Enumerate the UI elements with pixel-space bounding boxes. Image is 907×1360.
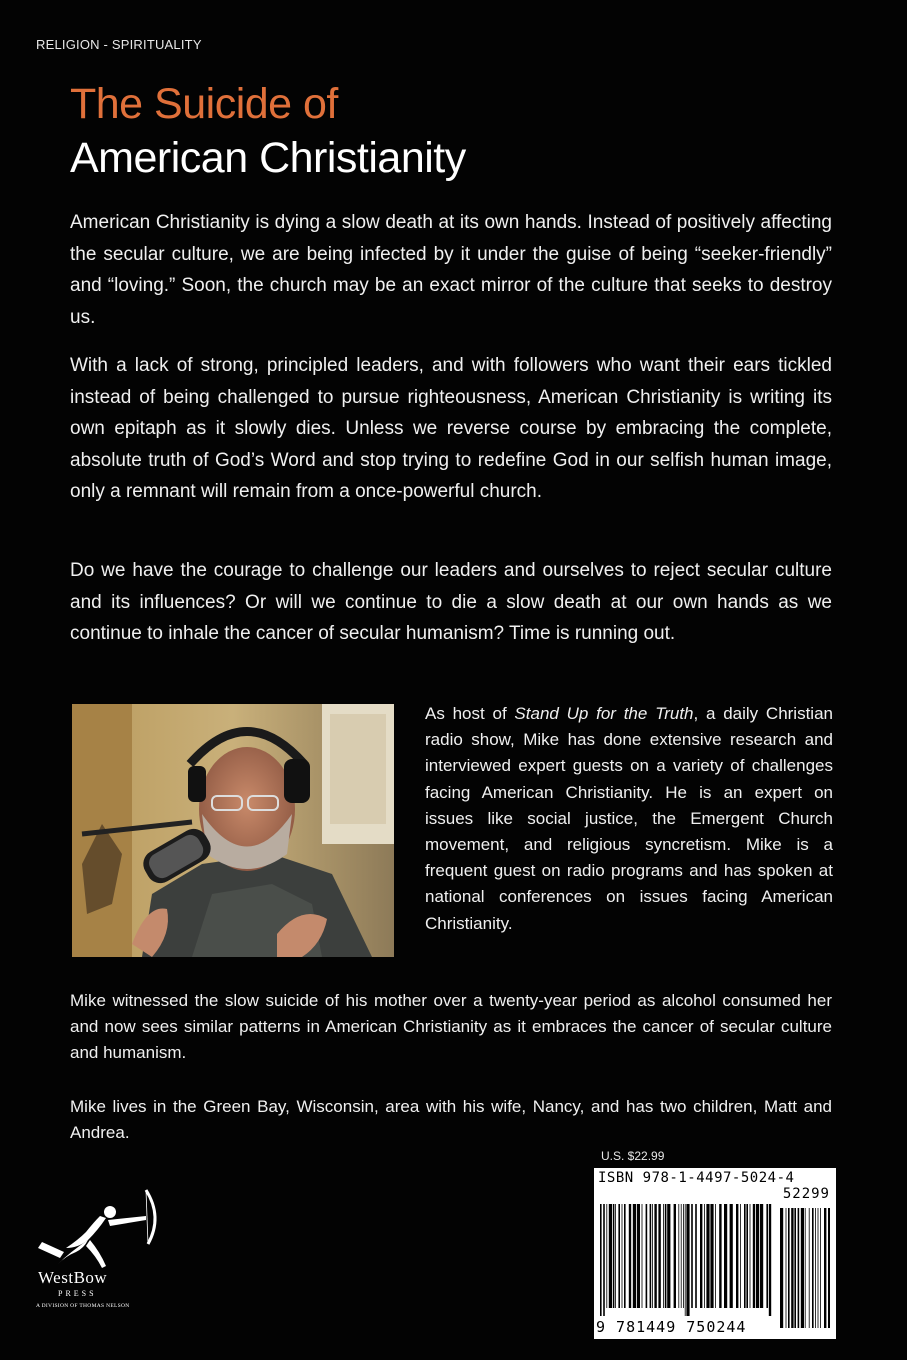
barcode-bar <box>622 1204 623 1308</box>
barcode-bar <box>736 1204 738 1308</box>
barcode-bar <box>609 1204 612 1308</box>
barcode-bar <box>642 1204 643 1308</box>
barcode-bar <box>674 1204 676 1308</box>
barcode-bar <box>730 1204 733 1308</box>
author-photo <box>72 704 394 957</box>
title-line-2: American Christianity <box>70 134 466 182</box>
barcode-bar <box>706 1204 709 1308</box>
title-line-1: The Suicide of <box>70 80 338 128</box>
barcode-bar <box>820 1208 821 1328</box>
barcode-bar <box>788 1208 790 1328</box>
barcode-bar <box>815 1208 816 1328</box>
barcode-bar <box>618 1204 620 1308</box>
barcode-bar <box>824 1208 826 1328</box>
barcode-bar <box>650 1204 652 1308</box>
barcode-addon-number: 52299 <box>782 1186 830 1202</box>
barcode-bar <box>633 1204 636 1308</box>
barcode-bar <box>613 1204 615 1308</box>
barcode-bar <box>798 1208 800 1328</box>
price-label: U.S. $22.99 <box>601 1149 665 1163</box>
barcode-bar <box>700 1204 702 1308</box>
barcode-bar <box>794 1208 796 1328</box>
barcode-bar <box>766 1204 768 1308</box>
barcode-bar <box>678 1204 679 1308</box>
barcode-bar <box>665 1204 667 1308</box>
barcode-bar <box>746 1204 748 1308</box>
author-bio <box>425 701 833 937</box>
barcode-bar <box>812 1208 814 1328</box>
barcode-bar <box>760 1204 763 1308</box>
isbn-text: ISBN 978-1-4497-5024-4 <box>598 1170 795 1186</box>
barcode-bar <box>805 1208 806 1328</box>
publisher-name: WestBow <box>38 1268 108 1287</box>
barcode-bar <box>624 1204 626 1308</box>
barcode-bar <box>683 1204 684 1308</box>
show-title: Stand Up for the Truth <box>514 704 694 723</box>
barcode-bar <box>600 1204 602 1316</box>
barcode-bar <box>654 1204 656 1308</box>
publisher-press: PRESS <box>58 1289 97 1298</box>
barcode-bar <box>750 1204 751 1308</box>
barcode-addon-bars <box>780 1208 830 1336</box>
barcode-bar <box>753 1204 755 1308</box>
barcode-bar <box>658 1204 660 1308</box>
barcode-bar <box>818 1208 819 1328</box>
barcode-bar <box>744 1204 746 1308</box>
barcode-bar <box>791 1208 793 1328</box>
blurb-paragraph-1: American Christianity is dying a slow death at its own hands. Instead of positively affecting the secular culture, we are being infected by it under the guise of being “seeker-friendly” and “loving.” Soon, the church may be an exact mirror of the culture that seeks to destroy us. <box>70 212 832 328</box>
barcode-bar <box>710 1204 713 1308</box>
barcode-bar <box>603 1204 605 1316</box>
barcode-bar <box>715 1204 716 1308</box>
barcode-bar <box>667 1204 670 1308</box>
author-family-paragraph: Mike lives in the Green Bay, Wisconsin, area with his wife, Nancy, and has two children, Matt and Andrea. <box>70 1097 832 1143</box>
barcode-bar <box>691 1204 693 1308</box>
barcode-bar <box>681 1204 682 1308</box>
barcode-bar <box>695 1204 697 1308</box>
bio-rest: , a daily Christian radio show, Mike has done extensive research and interviewed expert guests on a variety of challenges facing American Christianity. He is an expert on issues like social justice, the Emergent Church movement, and religious syncretism. Mike is a frequent guest on radio programs and has spoken at national conferences on issues facing American Christianity. <box>425 704 833 933</box>
barcode-bar <box>809 1208 810 1328</box>
barcode-bar <box>686 1204 689 1316</box>
barcode-bar <box>637 1204 640 1308</box>
barcode-bar <box>652 1204 653 1308</box>
barcode-main-bars <box>600 1204 772 1316</box>
barcode-bar <box>756 1204 759 1308</box>
barcode-bar <box>801 1208 804 1328</box>
barcode-bar <box>769 1204 771 1316</box>
barcode-bar <box>724 1204 727 1308</box>
barcode-bar <box>828 1208 830 1328</box>
category-label: RELIGION - SPIRITUALITY <box>36 37 202 52</box>
barcode-bar <box>685 1204 686 1316</box>
westbow-archer-logo-icon <box>28 1182 178 1352</box>
barcode-bar <box>629 1204 631 1308</box>
barcode-bar <box>606 1204 607 1308</box>
barcode-bar <box>663 1204 664 1308</box>
bio-prefix: As host of <box>425 704 515 723</box>
barcode-bar <box>704 1204 705 1308</box>
barcode-bar <box>780 1208 783 1328</box>
barcode-bar <box>646 1204 648 1308</box>
publisher-division: A DIVISION OF THOMAS NELSON <box>36 1303 130 1309</box>
blurb-paragraph-2: With a lack of strong, principled leaders, and with followers who want their ears tickled instead of being challenged to pursue righteousness, American Christianity is writing its own epitaph as it slowly dies. Unless we reverse course by embracing the complete, absolute truth of God’s Word and stop trying to redefine God in our selfish human image, only a remnant will remain from a once-powerful church. <box>70 355 832 502</box>
barcode-bar <box>615 1204 616 1308</box>
barcode-bar <box>740 1204 741 1308</box>
ean-digits: 9 781449 750244 <box>596 1318 747 1336</box>
barcode-bar <box>719 1204 721 1308</box>
isbn-barcode <box>594 1168 836 1339</box>
author-mother-paragraph: Mike witnessed the slow suicide of his mother over a twenty-year period as alcohol consumed her and now sees similar patterns in American Christianity as it embraces the cancer of secular culture and humanism. <box>70 991 832 1063</box>
barcode-bar <box>786 1208 787 1328</box>
blurb-paragraph-3: Do we have the courage to challenge our leaders and ourselves to reject secular culture and its influences? Or will we continue to die a slow death at our own hands as we continue to inhale the cancer of secular humanism? Time is running out. <box>70 560 832 644</box>
